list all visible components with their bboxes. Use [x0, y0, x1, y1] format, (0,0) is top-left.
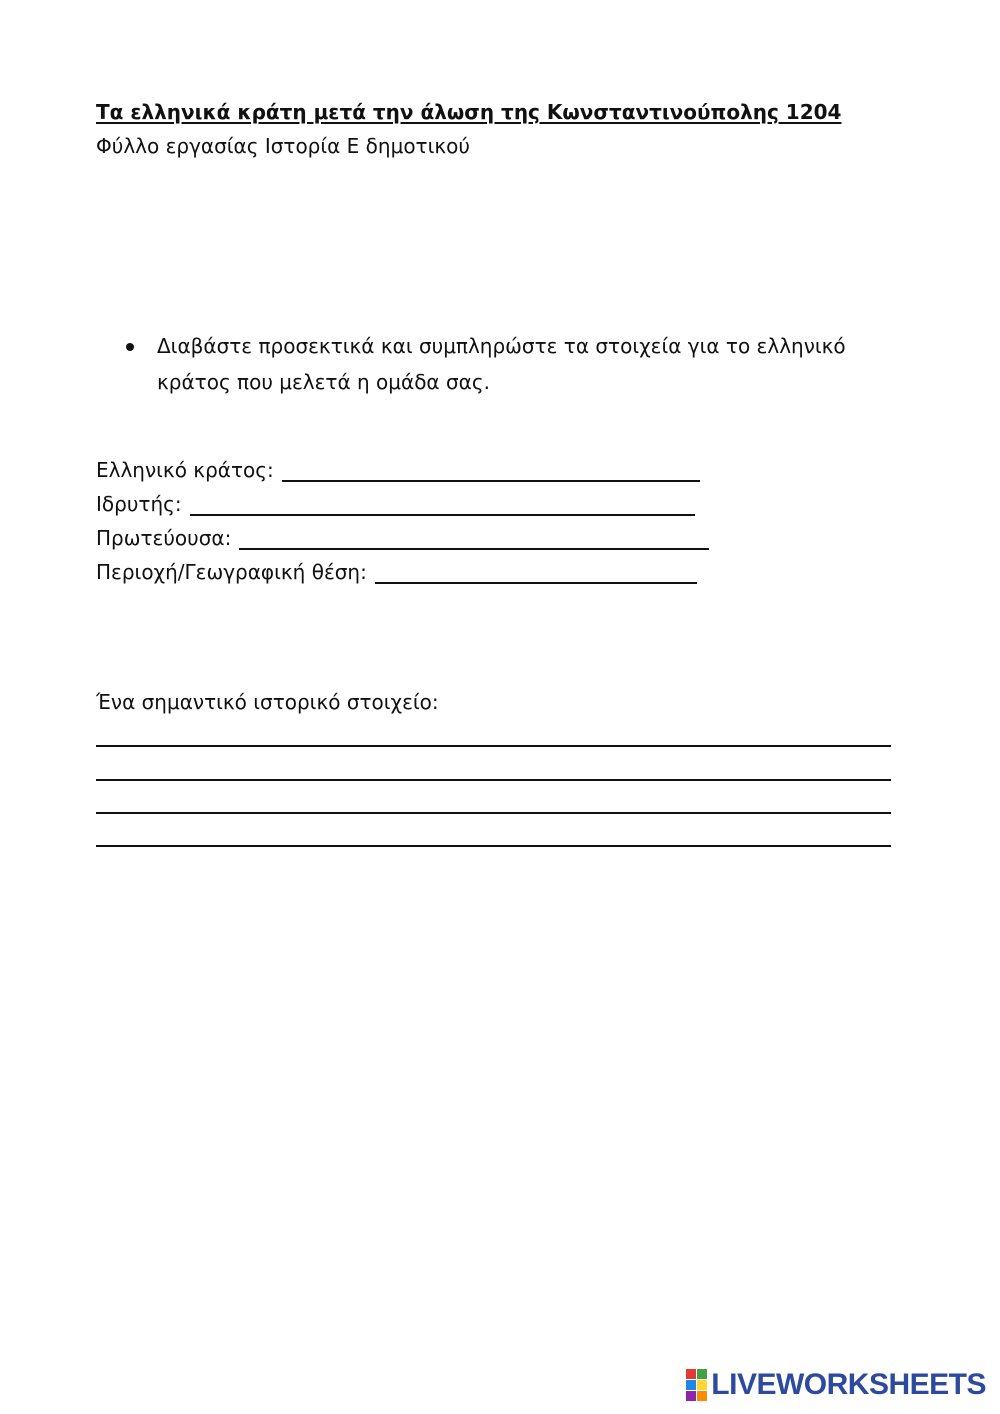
answer-line-4[interactable]: [96, 845, 891, 847]
answer-line-2[interactable]: [96, 779, 891, 781]
field-state: [96, 458, 700, 482]
field-capital-answer-line[interactable]: [239, 526, 709, 550]
field-region-label: Περιοχή/Γεωγραφική θέση:: [96, 560, 367, 584]
field-capital-label: Πρωτεύουσα:: [96, 526, 232, 550]
answer-line-3[interactable]: [96, 812, 891, 814]
logo-mark-square: [697, 1369, 707, 1379]
field-founder-label: Ιδρυτής:: [96, 492, 182, 516]
field-founder: [96, 492, 695, 516]
worksheet-title: Τα ελληνικά κράτη μετά την άλωση της Κωνσταντινούπολης 1204: [96, 100, 842, 124]
worksheet-subtitle: Φύλλο εργασίας Ιστορία Ε δημοτικού: [96, 134, 470, 158]
logo-mark-square: [686, 1369, 696, 1379]
field-founder-answer-line[interactable]: [190, 492, 695, 516]
answer-line-1[interactable]: [96, 745, 891, 747]
liveworksheets-logo: [686, 1368, 986, 1402]
field-state-label: Ελληνικό κράτος:: [96, 458, 274, 482]
logo-mark-square: [697, 1391, 707, 1401]
logo-mark-square: [697, 1380, 707, 1390]
logo-text: LIVEWORKSHEETS: [711, 1368, 986, 1401]
field-capital: [96, 526, 709, 550]
field-state-answer-line[interactable]: [282, 458, 700, 482]
logo-mark-icon: [686, 1369, 707, 1401]
field-region: [96, 560, 697, 584]
bullet-icon: [126, 343, 134, 351]
field-region-answer-line[interactable]: [375, 560, 697, 584]
logo-mark-square: [686, 1380, 696, 1390]
instruction-text: Διαβάστε προσεκτικά και συμπληρώστε τα στοιχεία για το ελληνικό κράτος που μελετά η ομάδα σας.: [157, 334, 846, 394]
historical-label: Ένα σημαντικό ιστορικό στοιχείο:: [96, 690, 439, 714]
logo-mark-square: [686, 1391, 696, 1401]
